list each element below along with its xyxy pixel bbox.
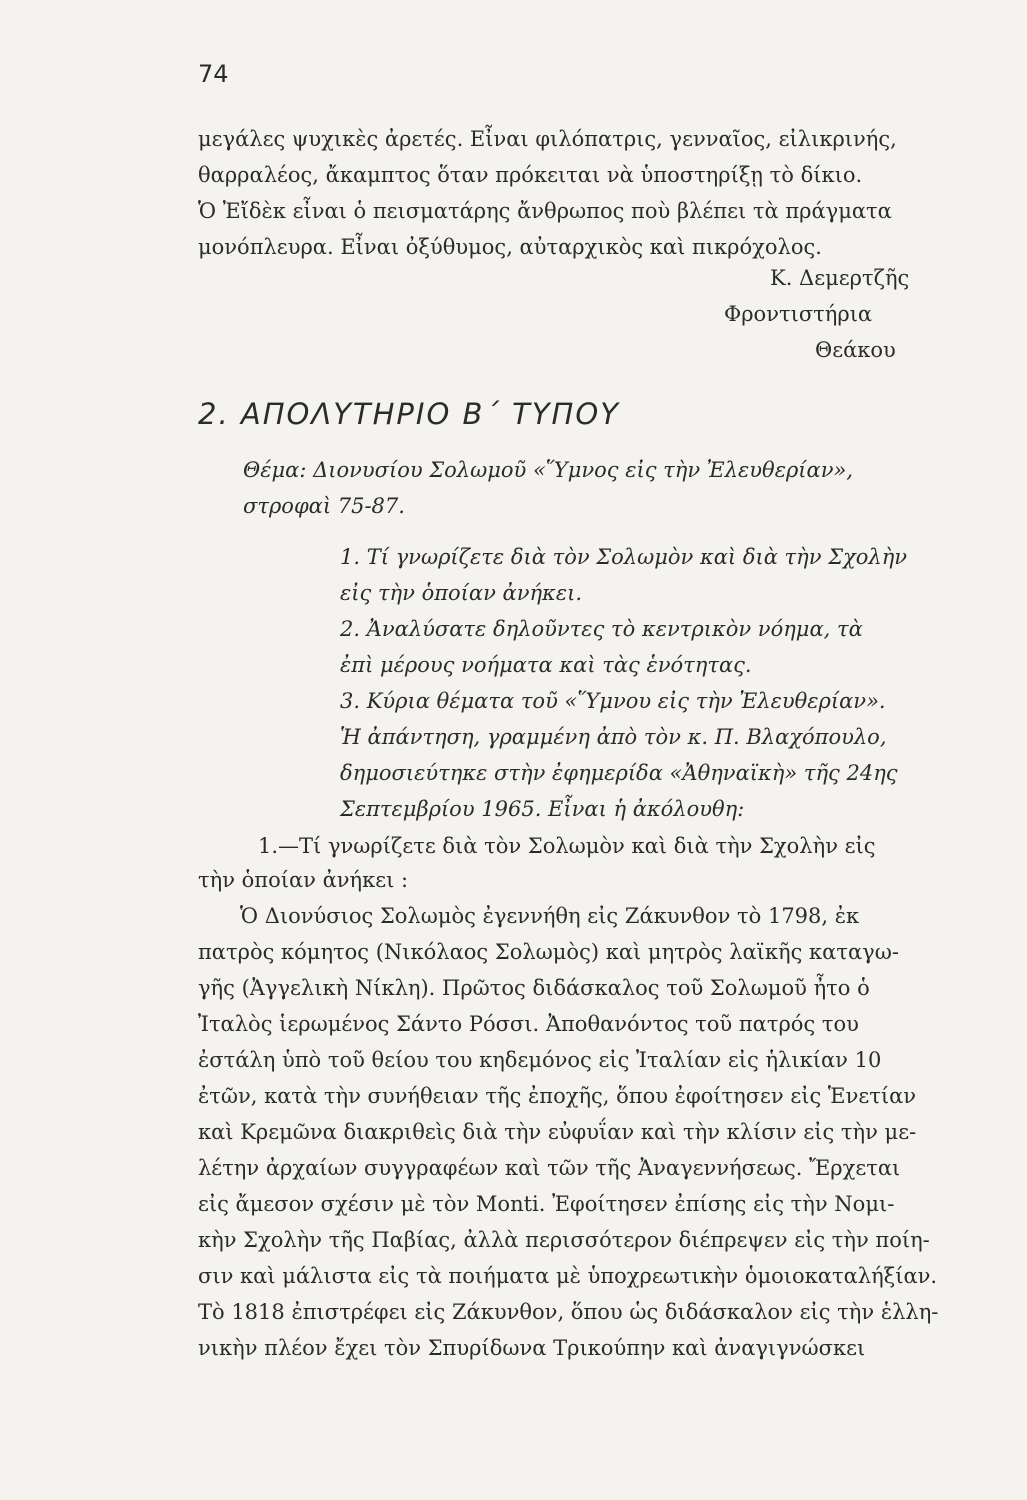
answer-line: καὶ Κρεμῶνα διακριθεὶς διὰ τὴν εὐφυΐαν καὶ τὴν κλίσιν εἰς τὴν με- [198,1120,917,1144]
answer-line: Ὁ Διονύσιος Σολωμὸς ἐγεννήθη εἰς Ζάκυνθον τὸ 1798, ἐκ [240,904,860,928]
answer-line: τὴν ὁποίαν ἀνήκει : [198,868,409,892]
answer-line: πατρὸς κόμητος (Νικόλαος Σολωμὸς) καὶ μητρὸς λαϊκῆς καταγω- [198,940,899,964]
question-line: 2. Ἀναλύσατε δηλοῦντες τὸ κεντρικὸν νόημα, τὰ [340,617,863,641]
answer-line: κὴν Σχολὴν τῆς Παβίας, ἀλλὰ περισσότερον διέπρεψεν εἰς τὴν ποίη- [198,1228,930,1252]
question-line: 1. Τί γνωρίζετε διὰ τὸν Σολωμὸν καὶ διὰ τὴν Σχολὴν [340,545,908,569]
answer-line: γῆς (Ἀγγελικὴ Νίκλη). Πρῶτος διδάσκαλος τοῦ Σολωμοῦ ἦτο ὁ [198,976,870,1000]
answer-line: ἐτῶν, κατὰ τὴν συνήθειαν τῆς ἐποχῆς, ὅπου ἐφοίτησεν εἰς Ἑνετίαν [198,1084,917,1108]
intro-line: Ὁ Ἐἴδὲκ εἶναι ὁ πεισματάρης ἄνθρωπος ποὺ βλέπει τὰ πράγματα [198,199,892,223]
answer-line: λέτην ἀρχαίων συγγραφέων καὶ τῶν τῆς Ἀναγεννήσεως. Ἔρχεται [198,1156,901,1180]
question-line: δημοσιεύτηκε στὴν ἐφημερίδα «Ἀθηναϊκὴ» τῆς 24ης [340,761,898,785]
theme-line: Θέμα: Διονυσίου Σολωμοῦ «Ὕμνος εἰς τὴν Ἐλευθερίαν», [243,458,854,482]
question-line: 3. Κύρια θέματα τοῦ «Ὕμνου εἰς τὴν Ἐλευθερίαν». [340,689,886,713]
answer-line: σιν καὶ μάλιστα εἰς τὰ ποιήματα μὲ ὑποχρεωτικὴν ὁμοιοκαταλήξίαν. [198,1264,938,1288]
intro-line: θαρραλέος, ἄκαμπτος ὅταν πρόκειται νὰ ὑποστηρίξῃ τὸ δίκιο. [198,163,863,187]
answer-line: εἰς ἄμεσον σχέσιν μὲ τὸν Monti. Ἐφοίτησεν ἐπίσης εἰς τὴν Νομι- [198,1192,895,1216]
answer-line: 1.—Τί γνωρίζετε διὰ τὸν Σολωμὸν καὶ διὰ τὴν Σχολὴν εἰς [258,834,876,858]
signature-school-name: Θεάκου [815,338,896,362]
question-line: εἰς τὴν ὁποίαν ἀνήκει. [340,581,583,605]
question-line: Σεπτεμβρίου 1965. Εἶναι ἡ ἀκόλουθη: [340,797,745,821]
signature-author: Κ. Δεμερτζῆς [770,266,910,290]
intro-line: μονόπλευρα. Εἶναι ὀξύθυμος, αὐταρχικὸς καὶ πικρόχολος. [198,235,822,259]
answer-line: ἐστάλη ὑπὸ τοῦ θείου του κηδεμόνος εἰς Ἰταλίαν εἰς ἡλικίαν 10 [198,1048,882,1072]
page-number: 74 [198,60,229,88]
section-heading: 2. ΑΠΟΛΥΤΗΡΙΟ Β΄ ΤΥΠΟΥ [198,397,620,431]
theme-line: στροφαὶ 75-87. [243,494,405,518]
question-line: ἐπὶ μέρους νοήματα καὶ τὰς ἑνότητας. [340,653,752,677]
answer-line: Τὸ 1818 ἐπιστρέφει εἰς Ζάκυνθον, ὅπου ὡς διδάσκαλον εἰς τὴν ἑλλη- [198,1300,939,1324]
signature-school: Φροντιστήρια [724,302,873,326]
question-line: Ἡ ἀπάντηση, γραμμένη ἀπὸ τὸν κ. Π. Βλαχόπουλο, [340,725,887,749]
intro-line: μεγάλες ψυχικὲς ἀρετές. Εἶναι φιλόπατρις, γενναῖος, εἰλικρινής, [198,127,897,151]
answer-line: Ἰταλὸς ἱερωμένος Σάντο Ρόσσι. Ἀποθανόντος τοῦ πατρός του [198,1012,859,1036]
answer-line: νικὴν πλέον ἔχει τὸν Σπυρίδωνα Τρικούπην καὶ ἀναγιγνώσκει [198,1336,866,1360]
